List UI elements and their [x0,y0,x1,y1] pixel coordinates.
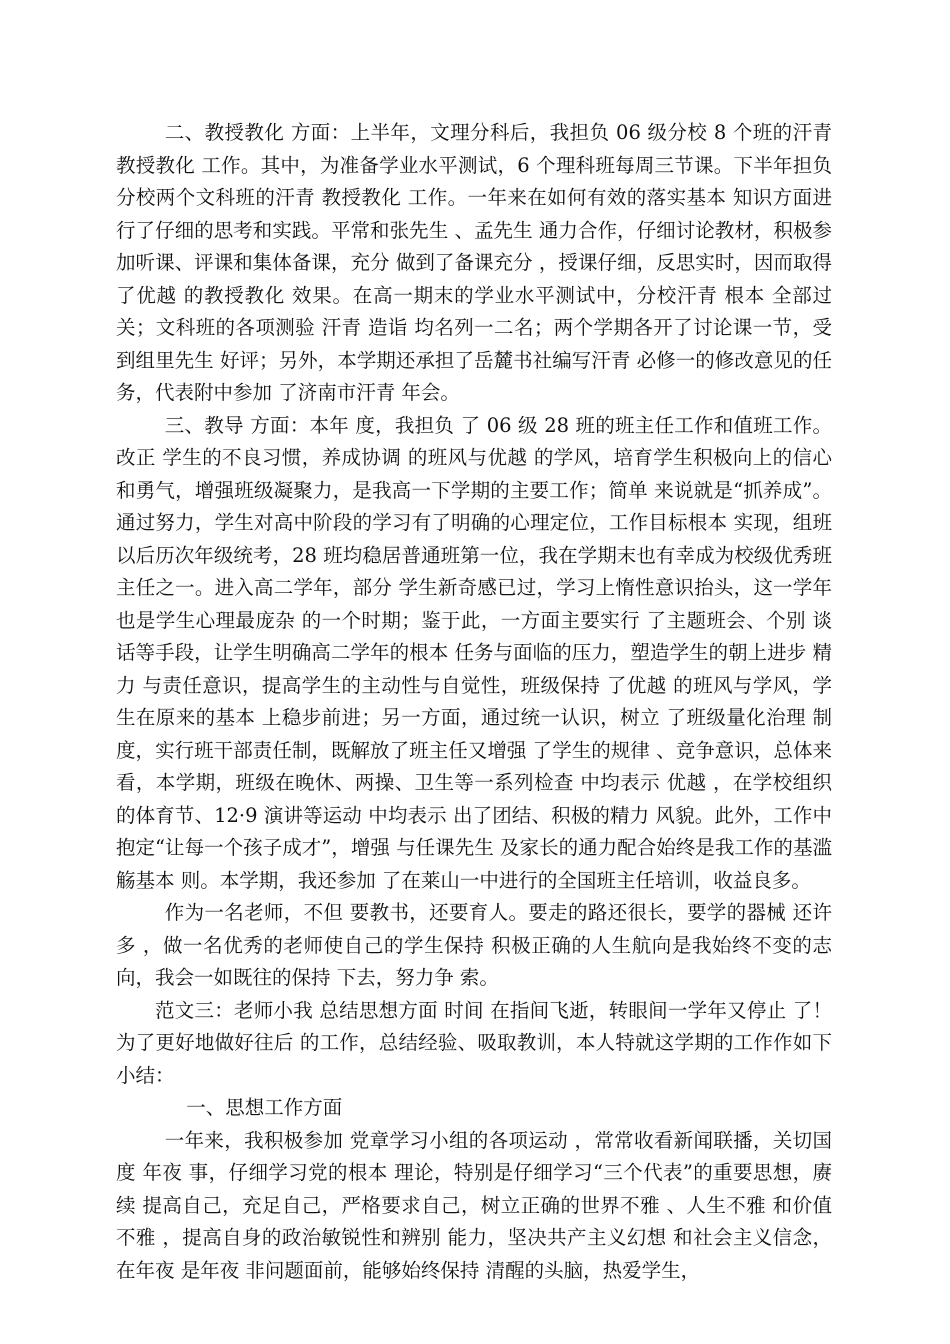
paragraph-education: 三、教导 方面：本年 度，我担负 了 06 级 28 班的班主任工作和值班工作。改正 学生的不良习惯，养成协调 的班风与优越 的学风，培育学生积极向上的信心和勇气，增强班级凝聚力，是我高一下学期的主要工作；简单 来说就是“抓养成”。通过努力，学生对高中阶段的学习有了明确的心理定位，工作目标根本 实现，组班以后历次年级统考，28 班均稳居普通班第一位，我在学期末也有幸成为校级优秀班主任之一。进入高二学年，部分 学生新奇感已过，学习上惰性意识抬头，这一学年也是学生心理最庞杂 的一个时期；鉴于此，一方面主要实行 了主题班会、个别 谈话等手段，让学生明确高二学年的根本 任务与面临的压力，塑造学生的朝上进步 精力 与责任意识，提高学生的主动性与自觉性，班级保持 了优越 的班风与学风，学生在原来的基本 上稳步前进；另一方面，通过统一认识，树立 了班级量化治理 制度，实行班干部责任制，既解放了班主任又增强 了学生的规律 、竞争意识，总体来看，本学期，班级在晚休、两操、卫生等一系列检查 中均表示 优越 ，在学校组织的体育节、12·9 演讲等运动 中均表示 出了团结、积极的精力 风貌。此外，工作中抱定“让每一个孩子成才”，增强 与任课先生 及家长的通力配合始终是我工作的基滥觞基本 则。本学期，我还参加 了在莱山一中进行的全国班主任培训，收益良多。 [116,413,832,892]
document-body [116,117,832,1287]
paragraph-teaching: 二、教授教化 方面：上半年，文理分科后，我担负 06 级分校 8 个班的汗青 教授教化 工作。其中，为准备学业水平测试，6 个理科班每周三节课。下半年担负 分校两个文科班的汗青 教授教化 工作。一年来在如何有效的落实基本 知识方面进行了仔细的思考和实践。平常和张先生 、孟先生 通力合作，仔细讨论教材，积极参加听课、评课和集体备课，充分 做到了备课充分 ，授课仔细，反思实时，因而取得了优越 的教授教化 效果。在高一期末的学业水平测试中，分校汗青 根本 全部过关；文科班的各项测验 汗青 造诣 均名列一二名；两个学期各开了讨论课一节，受到组里先生 好评；另外，本学期还承担了岳麓书社编写汗青 必修一的修改意见的任务，代表附中参加 了济南市汗青 年会。 [116,121,832,404]
section-heading-thought: 一、思想工作方面 [186,1096,343,1119]
paragraph-sample-three: 范文三：老师小我 总结思想方面 时间 在指间飞逝，转眼间一学年又停止 了！为了更好地做好往后 的工作，总结经验、吸取教训，本人特就这学期的工作作如下小结： [116,998,832,1087]
paragraph-thought-work: 一年来，我积极参加 党章学习小组的各项运动 ，常常收看新闻联播，关切国度 年夜 事，仔细学习党的根本 理论，特别是仔细学习“三个代表”的重要思想，赓续 提高自己，充足自己，严格要求自己，树立正确的世界不雅 、人生不雅 和价值不雅 ，提高自身的政治敏锐性和辨别 能力，坚决共产主义幻想 和社会主义信念，在年夜 是年夜 非问题面前，能够始终保持 清醒的头脑，热爱学生， [116,1128,832,1282]
paragraph-teacher-goal: 作为一名老师，不但 要教书，还要育人。要走的路还很长，要学的器械 还许多 ，做一名优秀的老师使自己的学生保持 积极正确的人生航向是我始终不变的志向，我会一如既往的保持 下去，努力争 索。 [116,901,832,989]
